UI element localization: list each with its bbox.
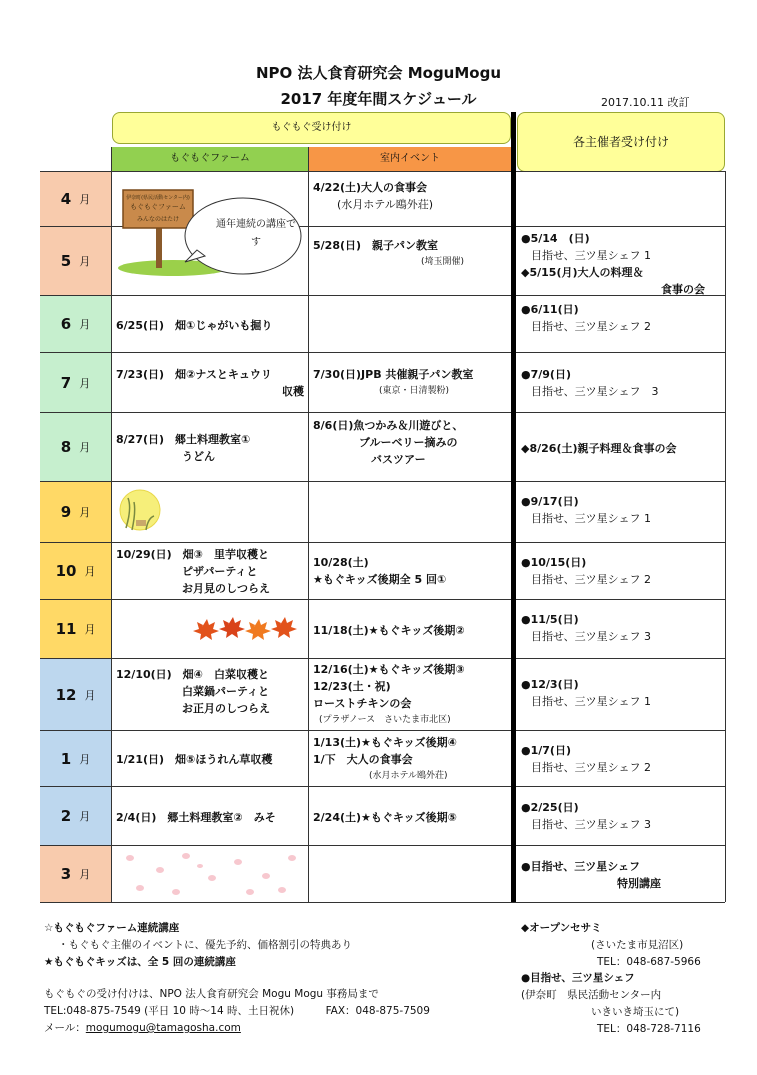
month-label: 12 月 <box>40 659 111 730</box>
autumn-leaves-illustration <box>192 612 304 642</box>
email-link[interactable]: mogumogu@tamagosha.com <box>85 1022 241 1034</box>
side-cell: ●10/15(日) 目指せ、三ツ星シェフ 2 <box>521 556 651 586</box>
farm-cell: 10/29(日) 畑③ 里芋収穫と ピザパーティと お月見のしつらえ <box>116 548 270 595</box>
month-label: 4 月 <box>40 172 111 226</box>
farm-cell: 2/4(日) 郷土料理教室② みそ <box>116 811 276 824</box>
org-title: NPO 法人食育研究会 MoguMogu <box>255 64 502 82</box>
side-cell: ●1/7(日) 目指せ、三ツ星シェフ 2 <box>521 744 651 774</box>
month-label: 2 月 <box>40 787 111 845</box>
farm-cell: 8/27(日) 郷土料理教室① うどん <box>116 433 251 463</box>
moon-illustration <box>118 488 166 536</box>
footer-contact: もぐもぐの受け付けは、NPO 法人食育研究会 Mogu Mogu 事務局まで TEL:048-875-7549 (平日 10 時～14 時、土日祝休) FAX：048-875-7509 メール：mogumogu@tamagosha.com <box>44 988 430 1034</box>
side-cell: ●6/11(日) 目指せ、三ツ星シェフ 2 <box>521 303 651 333</box>
event-cell: 10/28(土) ★もぐキッズ後期全 5 回① <box>313 556 447 586</box>
month-label: 1 月 <box>40 731 111 786</box>
header-mogu-reception: もぐもぐ受け付け <box>112 112 511 144</box>
side-cell: ◆8/26(土)親子料理＆食事の会 <box>521 442 677 455</box>
schedule-title: 2017 年度年間スケジュール <box>280 90 477 108</box>
footer-notes: ☆もぐもぐファーム連続講座 ・もぐもぐ主催のイベントに、優先予約、価格割引の特典あり ★もぐもぐキッズは、全 5 回の連続講座 <box>44 922 352 968</box>
side-cell: ●5/14 (日) 目指せ、三ツ星シェフ 1 ◆5/15(月)大人の料理＆ 食事の会 <box>521 232 705 296</box>
revision-date: 2017.10.11 改訂 <box>601 96 690 109</box>
header-indoor-event: 室内イベント <box>309 147 511 171</box>
event-cell: 11/18(土)★もぐキッズ後期② <box>313 624 465 637</box>
farm-cell: 6/25(日) 畑①じゃがいも掘り <box>116 319 273 332</box>
event-cell: 8/6(日)魚つかみ＆川遊びと、 ブルーベリー摘みの バスツアー <box>313 419 464 466</box>
side-cell: ●9/17(日) 目指せ、三ツ星シェフ 1 <box>521 495 651 525</box>
header-organizer-reception: 各主催者受け付け <box>517 112 725 172</box>
farm-cell: 7/23(日) 畑②ナスとキュウリ 収穫 <box>116 368 304 398</box>
side-cell: ●11/5(日) 目指せ、三ツ星シェフ 3 <box>521 613 651 643</box>
month-label: 10 月 <box>40 543 111 599</box>
side-cell: ●7/9(日) 目指せ、三ツ星シェフ 3 <box>521 368 659 398</box>
signboard-text-3: みんなのはたけ <box>136 216 180 223</box>
month-label: 6 月 <box>40 296 111 352</box>
signboard-text-1: 伊奈町(県民活動センター内) <box>126 195 190 201</box>
month-label: 5 月 <box>40 227 111 295</box>
side-cell: ●2/25(日) 目指せ、三ツ星シェフ 3 <box>521 801 651 831</box>
month-label: 11 月 <box>40 600 111 658</box>
event-cell: 12/16(土)★もぐキッズ後期③ 12/23(土・祝) ローストチキンの会 (プラザノース さいたま市北区) <box>313 663 465 725</box>
event-cell: 1/13(土)★もぐキッズ後期④ 1/下 大人の食事会 (水月ホテル鴎外荘) <box>313 736 457 781</box>
footer-open-sesame: ◆オープンセサミ (さいたま市見沼区) TEL：048-687-5966 <box>521 922 701 968</box>
farm-cell: 1/21(日) 畑⑤ほうれん草収穫 <box>116 753 273 766</box>
bubble-text: 通年連続の講座です <box>216 219 296 248</box>
event-cell: 7/30(日)JPB 共催親子パン教室 (東京・日清製粉) <box>313 368 474 396</box>
month-label: 8 月 <box>40 413 111 481</box>
event-cell: 5/28(日) 親子パン教室 (埼玉開催) <box>313 239 465 267</box>
month-label: 7 月 <box>40 353 111 412</box>
event-cell: 4/22(土)大人の食事会 (水月ホテル鴎外荘) <box>313 181 434 211</box>
side-cell: ●目指せ、三ツ星シェフ 特別講座 <box>521 860 661 890</box>
month-label: 9 月 <box>40 482 111 542</box>
farm-cell: 12/10(日) 畑④ 白菜収穫と 白菜鍋パーティと お正月のしつらえ <box>116 668 270 715</box>
event-cell: 2/24(土)★もぐキッズ後期⑤ <box>313 811 457 824</box>
header-farm: もぐもぐファーム <box>112 147 308 171</box>
side-cell: ●12/3(日) 目指せ、三ツ星シェフ 1 <box>521 678 651 708</box>
footer-chef: ●目指せ、三ツ星シェフ (伊奈町 県民活動センター内 いきいき埼玉にて) TEL：048-728-7116 <box>521 972 701 1035</box>
month-label: 3 月 <box>40 846 111 902</box>
signboard-text-2: もぐもぐファーム <box>130 203 186 211</box>
petals-illustration <box>116 848 304 900</box>
